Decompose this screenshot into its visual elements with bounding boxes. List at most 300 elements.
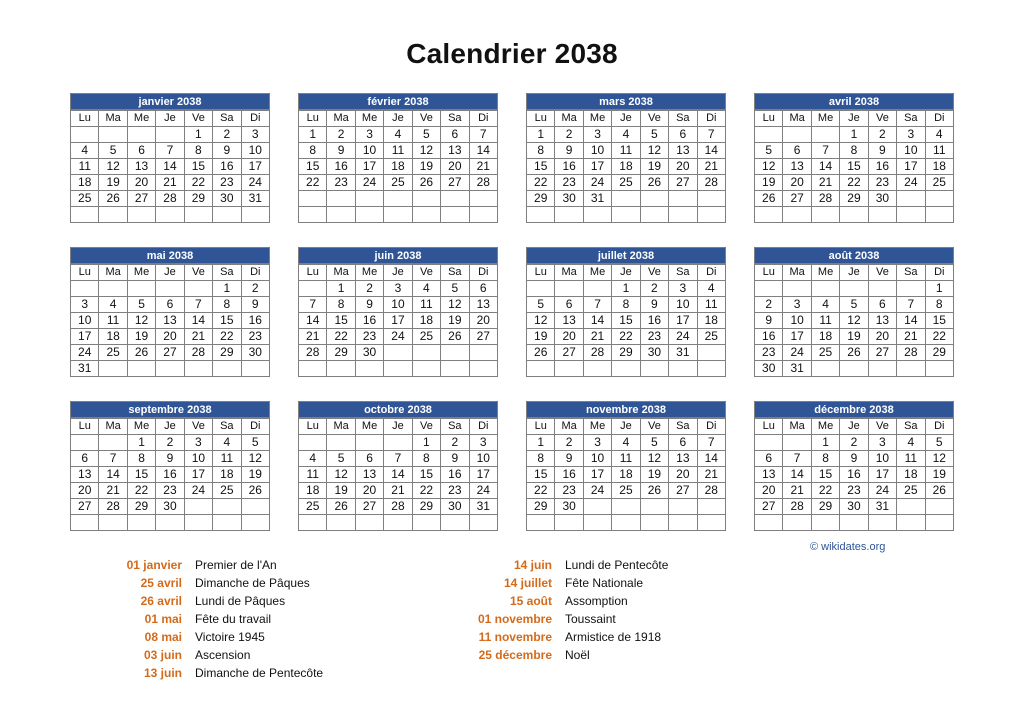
day-cell: 8	[327, 297, 355, 313]
day-cell: 26	[99, 191, 127, 207]
week-row	[755, 483, 954, 499]
day-cell: 9	[355, 297, 383, 313]
holiday-name: Assomption	[565, 594, 628, 608]
day-cell	[355, 435, 383, 451]
weekday-label: Di	[925, 419, 953, 435]
week-row	[755, 159, 954, 175]
day-cell: 19	[327, 483, 355, 499]
month-table	[298, 110, 498, 223]
weekday-label: Lu	[527, 419, 555, 435]
day-cell: 24	[469, 483, 497, 499]
holiday-row	[70, 664, 410, 682]
day-cell: 8	[299, 143, 327, 159]
day-cell	[612, 515, 640, 531]
day-cell: 28	[697, 483, 725, 499]
day-cell: 27	[555, 345, 583, 361]
day-cell: 21	[469, 159, 497, 175]
weekday-label: Di	[469, 419, 497, 435]
day-cell: 15	[327, 313, 355, 329]
day-cell: 24	[355, 175, 383, 191]
day-cell	[99, 361, 127, 377]
day-cell: 19	[127, 329, 155, 345]
day-cell: 27	[783, 191, 811, 207]
day-cell: 11	[612, 451, 640, 467]
day-cell	[640, 191, 668, 207]
day-cell: 9	[441, 451, 469, 467]
day-cell: 7	[897, 297, 925, 313]
day-cell: 6	[355, 451, 383, 467]
day-cell: 25	[99, 345, 127, 361]
holiday-name: Armistice de 1918	[565, 630, 662, 644]
weekday-label: Lu	[299, 111, 327, 127]
day-cell: 7	[99, 451, 127, 467]
week-row	[527, 143, 726, 159]
day-cell: 19	[99, 175, 127, 191]
day-cell: 5	[640, 435, 668, 451]
day-cell: 15	[127, 467, 155, 483]
week-row	[755, 143, 954, 159]
day-cell: 9	[555, 143, 583, 159]
day-cell: 23	[640, 329, 668, 345]
holiday-row	[70, 646, 410, 664]
day-cell: 11	[612, 143, 640, 159]
week-row	[755, 313, 954, 329]
weekday-row	[71, 111, 270, 127]
weekday-label: Ma	[555, 111, 583, 127]
weekday-label: Ma	[783, 265, 811, 281]
day-cell: 23	[355, 329, 383, 345]
weekday-label: Di	[697, 419, 725, 435]
day-cell: 16	[213, 159, 241, 175]
weekday-label: Lu	[527, 111, 555, 127]
week-row	[527, 435, 726, 451]
day-cell	[583, 515, 611, 531]
week-row	[527, 515, 726, 531]
day-cell: 26	[755, 191, 783, 207]
day-cell	[897, 361, 925, 377]
day-cell	[156, 281, 184, 297]
page-title: Calendrier 2038	[406, 38, 618, 69]
day-cell: 14	[384, 467, 412, 483]
day-cell	[755, 435, 783, 451]
week-row	[71, 159, 270, 175]
day-cell: 11	[897, 451, 925, 467]
day-cell	[897, 207, 925, 223]
week-row	[299, 207, 498, 223]
day-cell: 2	[555, 127, 583, 143]
day-cell: 21	[299, 329, 327, 345]
day-cell: 4	[384, 127, 412, 143]
day-cell: 10	[583, 143, 611, 159]
day-cell: 16	[555, 467, 583, 483]
day-cell: 17	[669, 313, 697, 329]
day-cell: 31	[783, 361, 811, 377]
day-cell: 6	[71, 451, 99, 467]
day-cell: 7	[156, 143, 184, 159]
day-cell: 29	[811, 499, 839, 515]
day-cell: 31	[71, 361, 99, 377]
week-row	[527, 467, 726, 483]
day-cell	[925, 207, 953, 223]
weekday-label: Je	[612, 111, 640, 127]
day-cell: 24	[71, 345, 99, 361]
holiday-row	[450, 556, 790, 574]
holiday-date: 14 juin	[513, 558, 552, 572]
day-cell: 2	[327, 127, 355, 143]
day-cell: 26	[127, 345, 155, 361]
day-cell: 10	[469, 451, 497, 467]
day-cell: 24	[868, 483, 896, 499]
day-cell	[669, 361, 697, 377]
weekday-label: Je	[384, 419, 412, 435]
day-cell: 23	[840, 483, 868, 499]
day-cell	[669, 515, 697, 531]
day-cell: 20	[669, 159, 697, 175]
day-cell: 3	[469, 435, 497, 451]
day-cell	[71, 127, 99, 143]
weekday-label: Ma	[327, 265, 355, 281]
day-cell	[71, 435, 99, 451]
day-cell: 2	[156, 435, 184, 451]
day-cell: 20	[555, 329, 583, 345]
day-cell: 1	[925, 281, 953, 297]
day-cell: 8	[127, 451, 155, 467]
day-cell: 11	[384, 143, 412, 159]
day-cell: 28	[299, 345, 327, 361]
day-cell: 2	[441, 435, 469, 451]
day-cell: 8	[412, 451, 440, 467]
weekday-label: Ve	[412, 111, 440, 127]
source-credit[interactable]: © wikidates.org	[810, 541, 886, 553]
day-cell: 3	[783, 297, 811, 313]
day-cell: 25	[71, 191, 99, 207]
day-cell	[384, 515, 412, 531]
day-cell: 23	[755, 345, 783, 361]
weekday-row	[527, 419, 726, 435]
day-cell: 7	[469, 127, 497, 143]
day-cell	[99, 127, 127, 143]
day-cell: 15	[840, 159, 868, 175]
weekday-label: Lu	[755, 111, 783, 127]
day-cell	[299, 191, 327, 207]
month-table	[754, 264, 954, 377]
day-cell: 20	[469, 313, 497, 329]
week-row	[527, 483, 726, 499]
weekday-label: Lu	[527, 265, 555, 281]
day-cell: 21	[99, 483, 127, 499]
day-cell	[583, 281, 611, 297]
day-cell: 8	[527, 143, 555, 159]
day-cell	[612, 191, 640, 207]
weekday-label: Sa	[213, 419, 241, 435]
week-row	[71, 483, 270, 499]
day-cell: 4	[299, 451, 327, 467]
weekday-label: Di	[241, 111, 269, 127]
day-cell	[669, 191, 697, 207]
day-cell: 16	[327, 159, 355, 175]
holiday-name: Noël	[565, 648, 590, 662]
day-cell: 16	[355, 313, 383, 329]
day-cell: 21	[783, 483, 811, 499]
day-cell	[299, 435, 327, 451]
week-row	[527, 191, 726, 207]
day-cell: 11	[811, 313, 839, 329]
week-row	[71, 207, 270, 223]
day-cell: 18	[384, 159, 412, 175]
day-cell: 12	[441, 297, 469, 313]
holiday-row	[450, 610, 790, 628]
day-cell	[583, 207, 611, 223]
day-cell: 27	[156, 345, 184, 361]
day-cell: 20	[71, 483, 99, 499]
day-cell	[71, 207, 99, 223]
week-row	[755, 361, 954, 377]
day-cell: 17	[241, 159, 269, 175]
week-row	[299, 451, 498, 467]
week-row	[527, 499, 726, 515]
day-cell: 17	[184, 467, 212, 483]
day-cell: 20	[755, 483, 783, 499]
day-cell: 26	[925, 483, 953, 499]
month-block	[298, 401, 498, 531]
day-cell: 22	[213, 329, 241, 345]
day-cell: 6	[555, 297, 583, 313]
day-cell: 2	[640, 281, 668, 297]
holiday-date: 13 juin	[143, 666, 182, 680]
day-cell: 31	[868, 499, 896, 515]
day-cell	[441, 515, 469, 531]
day-cell: 24	[583, 483, 611, 499]
day-cell: 13	[355, 467, 383, 483]
day-cell	[412, 515, 440, 531]
weekday-label: Sa	[441, 111, 469, 127]
day-cell: 21	[811, 175, 839, 191]
weekday-label: Sa	[669, 111, 697, 127]
holiday-list-right	[450, 556, 790, 686]
day-cell: 15	[527, 159, 555, 175]
weekday-label: Me	[127, 111, 155, 127]
day-cell	[469, 345, 497, 361]
weekday-row	[755, 265, 954, 281]
weekday-row	[71, 265, 270, 281]
day-cell	[355, 207, 383, 223]
day-cell: 22	[299, 175, 327, 191]
day-cell: 5	[327, 451, 355, 467]
week-row	[71, 281, 270, 297]
weekday-label: Sa	[897, 265, 925, 281]
day-cell: 6	[755, 451, 783, 467]
weekday-label: Je	[384, 265, 412, 281]
day-cell	[612, 207, 640, 223]
day-cell: 30	[156, 499, 184, 515]
day-cell	[783, 127, 811, 143]
week-row	[71, 467, 270, 483]
month-table	[70, 264, 270, 377]
day-cell: 12	[127, 313, 155, 329]
day-cell	[156, 361, 184, 377]
weekday-label: Je	[612, 265, 640, 281]
day-cell: 1	[299, 127, 327, 143]
day-cell	[127, 281, 155, 297]
week-row	[527, 361, 726, 377]
day-cell: 8	[527, 451, 555, 467]
week-row	[299, 313, 498, 329]
day-cell	[412, 207, 440, 223]
weekday-label: Me	[811, 265, 839, 281]
day-cell	[213, 499, 241, 515]
day-cell	[840, 361, 868, 377]
day-cell: 28	[583, 345, 611, 361]
day-cell	[441, 207, 469, 223]
day-cell: 24	[897, 175, 925, 191]
weekday-label: Di	[469, 265, 497, 281]
day-cell: 13	[441, 143, 469, 159]
day-cell: 3	[71, 297, 99, 313]
day-cell: 19	[640, 467, 668, 483]
day-cell: 29	[127, 499, 155, 515]
day-cell: 25	[384, 175, 412, 191]
day-cell: 29	[327, 345, 355, 361]
day-cell: 5	[840, 297, 868, 313]
holiday-list-left	[70, 556, 410, 686]
day-cell: 29	[612, 345, 640, 361]
day-cell: 4	[612, 127, 640, 143]
week-row	[71, 143, 270, 159]
day-cell	[840, 515, 868, 531]
holiday-date: 08 mai	[144, 630, 182, 644]
month-block	[754, 401, 954, 531]
day-cell	[583, 361, 611, 377]
day-cell	[640, 515, 668, 531]
day-cell	[527, 207, 555, 223]
month-table	[526, 418, 726, 531]
day-cell: 3	[669, 281, 697, 297]
day-cell: 20	[156, 329, 184, 345]
day-cell: 12	[327, 467, 355, 483]
day-cell: 19	[441, 313, 469, 329]
day-cell: 14	[897, 313, 925, 329]
day-cell: 7	[697, 435, 725, 451]
holiday-name: Victoire 1945	[195, 630, 265, 644]
day-cell: 4	[897, 435, 925, 451]
holiday-name: Lundi de Pentecôte	[565, 558, 669, 572]
day-cell: 5	[925, 435, 953, 451]
day-cell	[327, 361, 355, 377]
weekday-label: Ma	[783, 419, 811, 435]
day-cell: 2	[213, 127, 241, 143]
day-cell	[184, 207, 212, 223]
weekday-label: Ve	[640, 419, 668, 435]
day-cell	[241, 515, 269, 531]
day-cell	[469, 515, 497, 531]
day-cell	[697, 207, 725, 223]
day-cell: 29	[925, 345, 953, 361]
month-title: août 2038	[754, 247, 954, 264]
day-cell	[697, 361, 725, 377]
week-row	[71, 127, 270, 143]
day-cell: 19	[527, 329, 555, 345]
week-row	[299, 515, 498, 531]
day-cell: 30	[213, 191, 241, 207]
day-cell: 2	[868, 127, 896, 143]
day-cell: 10	[583, 451, 611, 467]
day-cell: 30	[355, 345, 383, 361]
day-cell: 28	[811, 191, 839, 207]
weekday-label: Me	[583, 265, 611, 281]
day-cell: 23	[241, 329, 269, 345]
day-cell: 26	[840, 345, 868, 361]
day-cell: 17	[71, 329, 99, 345]
day-cell: 1	[811, 435, 839, 451]
day-cell: 2	[755, 297, 783, 313]
day-cell: 30	[640, 345, 668, 361]
day-cell	[640, 361, 668, 377]
week-row	[299, 175, 498, 191]
week-row	[527, 451, 726, 467]
holiday-row	[450, 592, 790, 610]
day-cell: 3	[241, 127, 269, 143]
day-cell: 18	[612, 159, 640, 175]
weekday-label: Je	[156, 419, 184, 435]
day-cell: 13	[669, 451, 697, 467]
month-table	[526, 110, 726, 223]
day-cell: 13	[469, 297, 497, 313]
month-title: septembre 2038	[70, 401, 270, 418]
day-cell: 18	[697, 313, 725, 329]
weekday-label: Lu	[755, 419, 783, 435]
day-cell: 15	[612, 313, 640, 329]
week-row	[299, 435, 498, 451]
weekday-label: Me	[127, 419, 155, 435]
day-cell	[697, 345, 725, 361]
day-cell: 30	[241, 345, 269, 361]
day-cell: 22	[127, 483, 155, 499]
day-cell: 7	[783, 451, 811, 467]
holiday-date: 03 juin	[143, 648, 182, 662]
month-title: janvier 2038	[70, 93, 270, 110]
day-cell	[241, 499, 269, 515]
day-cell: 15	[184, 159, 212, 175]
week-row	[71, 515, 270, 531]
day-cell	[441, 191, 469, 207]
weekday-label: Ve	[184, 265, 212, 281]
day-cell: 22	[527, 483, 555, 499]
day-cell	[527, 361, 555, 377]
holiday-name: Fête du travail	[195, 612, 272, 626]
weekday-label: Di	[241, 265, 269, 281]
day-cell: 5	[412, 127, 440, 143]
day-cell	[868, 361, 896, 377]
day-cell: 14	[99, 467, 127, 483]
day-cell: 1	[327, 281, 355, 297]
day-cell: 21	[384, 483, 412, 499]
holiday-name: Toussaint	[565, 612, 616, 626]
day-cell: 1	[412, 435, 440, 451]
weekday-label: Sa	[441, 419, 469, 435]
day-cell: 3	[583, 127, 611, 143]
day-cell: 9	[241, 297, 269, 313]
day-cell: 10	[71, 313, 99, 329]
day-cell: 12	[840, 313, 868, 329]
day-cell	[355, 361, 383, 377]
month-title: décembre 2038	[754, 401, 954, 418]
month-block	[526, 93, 726, 223]
weekday-label: Me	[583, 419, 611, 435]
day-cell: 9	[213, 143, 241, 159]
day-cell: 17	[583, 159, 611, 175]
weekday-label: Di	[925, 265, 953, 281]
day-cell	[127, 515, 155, 531]
